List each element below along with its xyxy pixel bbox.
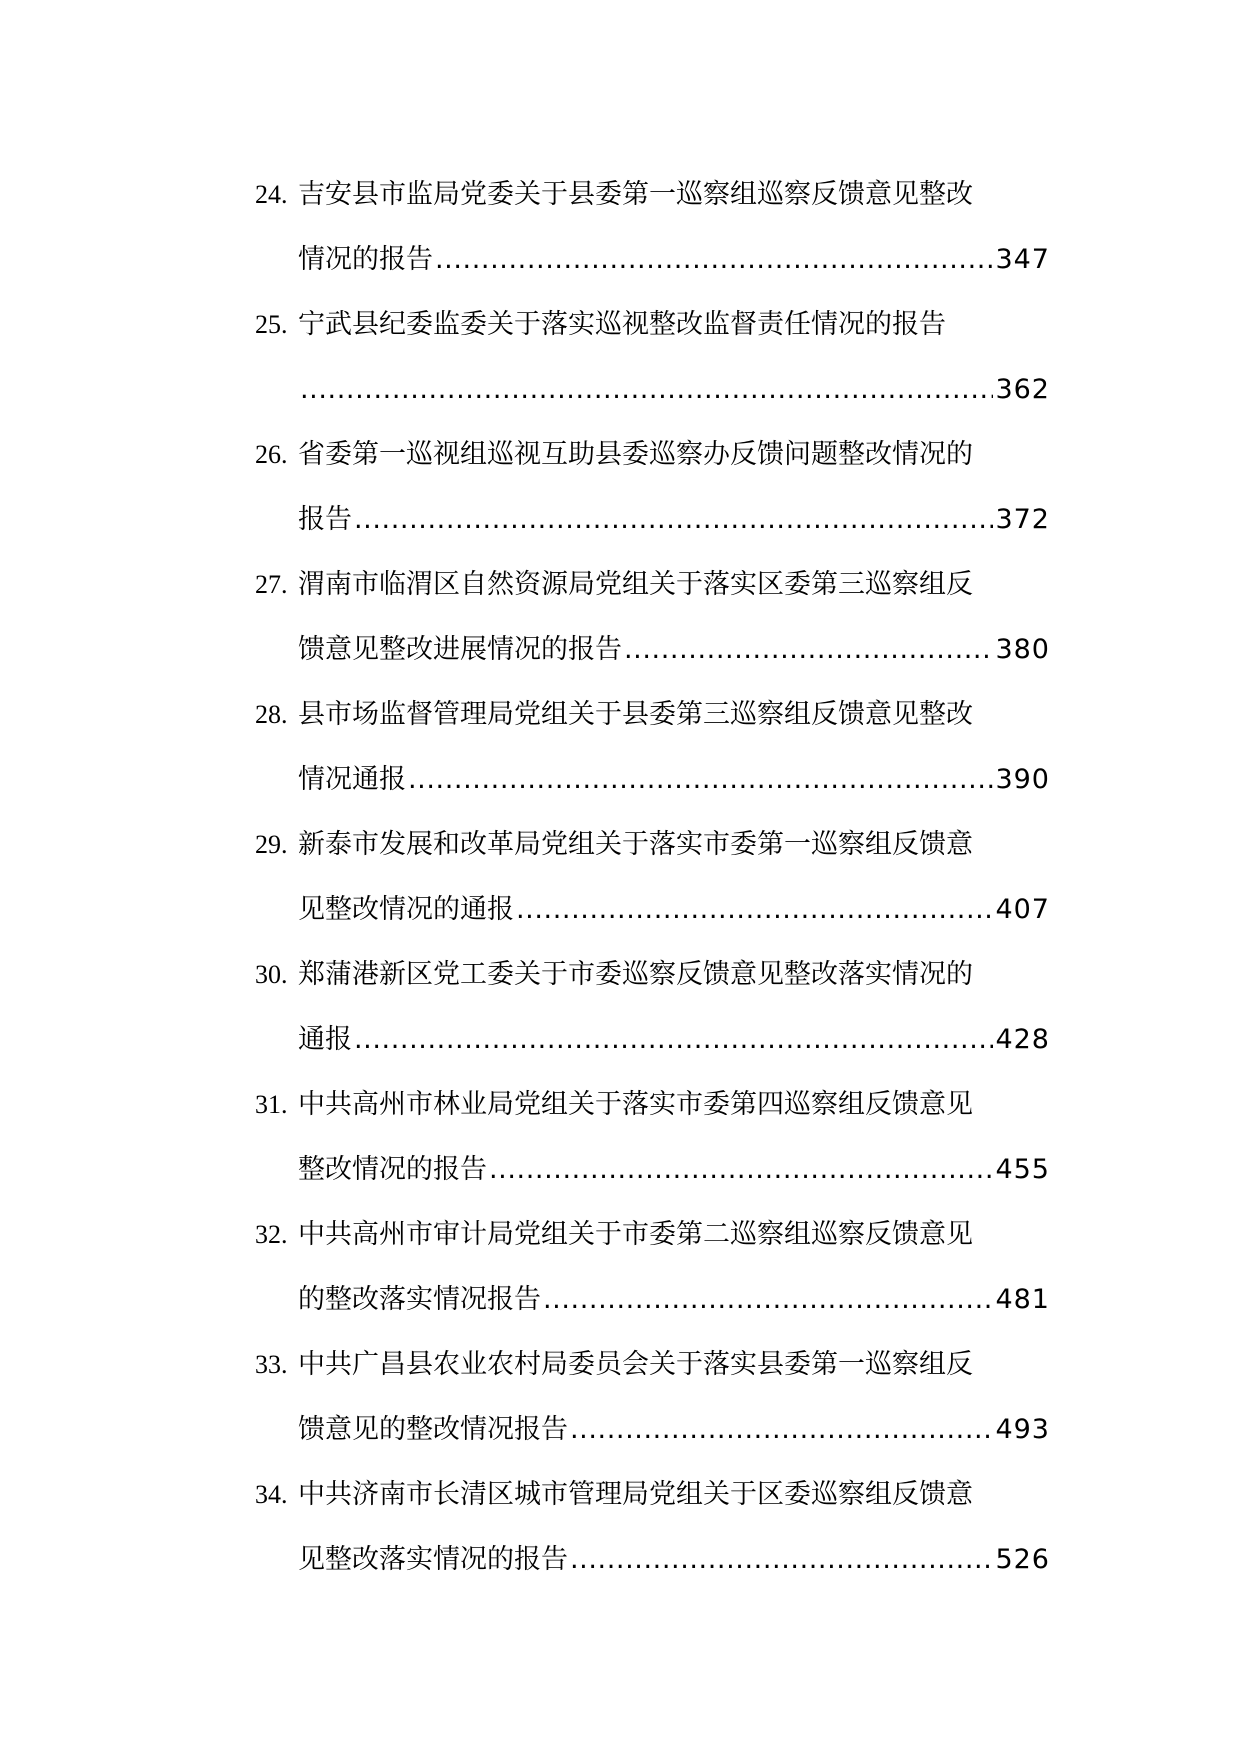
- entry-number: 26.: [255, 440, 288, 469]
- toc-entry-28[interactable]: [255, 690, 1050, 820]
- page-number: 380: [995, 634, 1050, 665]
- entry-title-line2: [298, 243, 1050, 277]
- toc-entry-33[interactable]: [255, 1340, 1050, 1470]
- entry-number: 33.: [255, 1350, 288, 1379]
- entry-title-continuation: 通报: [298, 1024, 352, 1055]
- entry-title-continuation: 见整改情况的通报: [298, 894, 514, 925]
- dot-leader: [624, 633, 993, 667]
- entry-title-continuation: 见整改落实情况的报告: [298, 1544, 568, 1575]
- entry-number: 25.: [255, 310, 288, 339]
- entry-title-line1: 县市场监督管理局党组关于县委第三巡察组反馈意见整改: [298, 699, 973, 730]
- entry-title-line2: [298, 1023, 1050, 1057]
- toc-entry-32[interactable]: [255, 1210, 1050, 1340]
- toc-entry-24[interactable]: [255, 170, 1050, 300]
- dot-leader: [354, 1023, 993, 1057]
- dot-leader: [435, 243, 993, 277]
- entry-title-continuation: 馈意见整改进展情况的报告: [298, 634, 622, 665]
- entry-number: 29.: [255, 830, 288, 859]
- entry-title-line1: 郑蒲港新区党工委关于市委巡察反馈意见整改落实情况的: [298, 959, 973, 990]
- entry-number: 27.: [255, 570, 288, 599]
- toc-entry-34[interactable]: [255, 1470, 1050, 1600]
- entry-title-line1: 吉安县市监局党委关于县委第一巡察组巡察反馈意见整改: [298, 179, 973, 210]
- entry-title-continuation: 馈意见的整改情况报告: [298, 1414, 568, 1445]
- entry-title-line1: 宁武县纪委监委关于落实巡视整改监督责任情况的报告: [298, 309, 946, 340]
- entry-number: 30.: [255, 960, 288, 989]
- page-number: 347: [995, 244, 1050, 275]
- entry-number: 34.: [255, 1480, 288, 1509]
- page-number: 372: [995, 504, 1050, 535]
- toc-entry-31[interactable]: [255, 1080, 1050, 1210]
- toc-entry-25[interactable]: [255, 300, 1050, 430]
- entry-title-line2: [298, 1153, 1050, 1187]
- dot-leader: [570, 1413, 993, 1447]
- entry-title-line1: 渭南市临渭区自然资源局党组关于落实区委第三巡察组反: [298, 569, 973, 600]
- entry-title-line2: [298, 893, 1050, 927]
- entry-number: 28.: [255, 700, 288, 729]
- page-number: 526: [995, 1544, 1050, 1575]
- entry-title-line2: [298, 1283, 1050, 1317]
- toc-entry-30[interactable]: [255, 950, 1050, 1080]
- dot-leader: [354, 503, 993, 537]
- page-number: 390: [995, 764, 1050, 795]
- entry-title-continuation: 整改情况的报告: [298, 1154, 487, 1185]
- page-number: 455: [995, 1154, 1050, 1185]
- entry-title-line1: 新泰市发展和改革局党组关于落实市委第一巡察组反馈意: [298, 829, 973, 860]
- entry-title-line1: 中共高州市审计局党组关于市委第二巡察组巡察反馈意见: [298, 1219, 973, 1250]
- page-number: 493: [995, 1414, 1050, 1445]
- table-of-contents: [255, 170, 1050, 1600]
- dot-leader: [543, 1283, 993, 1317]
- entry-number: 24.: [255, 180, 288, 209]
- entry-title-line2: [298, 503, 1050, 537]
- entry-title-line2: [298, 633, 1050, 667]
- dot-leader: [489, 1153, 993, 1187]
- toc-entry-27[interactable]: [255, 560, 1050, 690]
- entry-title-continuation: 情况通报: [298, 764, 406, 795]
- entry-title-continuation: 的整改落实情况报告: [298, 1284, 541, 1315]
- entry-title-continuation: 情况的报告: [298, 244, 433, 275]
- toc-entry-26[interactable]: [255, 430, 1050, 560]
- page-number: 362: [995, 374, 1050, 405]
- entry-title-line1: 中共广昌县农业农村局委员会关于落实县委第一巡察组反: [298, 1349, 973, 1380]
- entry-title-line2: [298, 1543, 1050, 1577]
- entry-title-line1: 中共高州市林业局党组关于落实市委第四巡察组反馈意见: [298, 1089, 973, 1120]
- entry-title-line2: [298, 1413, 1050, 1447]
- entry-title-line1: 中共济南市长清区城市管理局党组关于区委巡察组反馈意: [298, 1479, 973, 1510]
- dot-leader: [516, 893, 993, 927]
- dot-leader: [408, 763, 993, 797]
- entry-title-line1: 省委第一巡视组巡视互助县委巡察办反馈问题整改情况的: [298, 439, 973, 470]
- entry-title-line2: [298, 763, 1050, 797]
- page-number: 481: [995, 1284, 1050, 1315]
- toc-entry-29[interactable]: [255, 820, 1050, 950]
- entry-title-line2: [298, 373, 1050, 407]
- page-number: 428: [995, 1024, 1050, 1055]
- dot-leader: [300, 373, 993, 407]
- entry-title-continuation: 报告: [298, 504, 352, 535]
- entry-number: 31.: [255, 1090, 288, 1119]
- page-number: 407: [995, 894, 1050, 925]
- dot-leader: [570, 1543, 993, 1577]
- entry-number: 32.: [255, 1220, 288, 1249]
